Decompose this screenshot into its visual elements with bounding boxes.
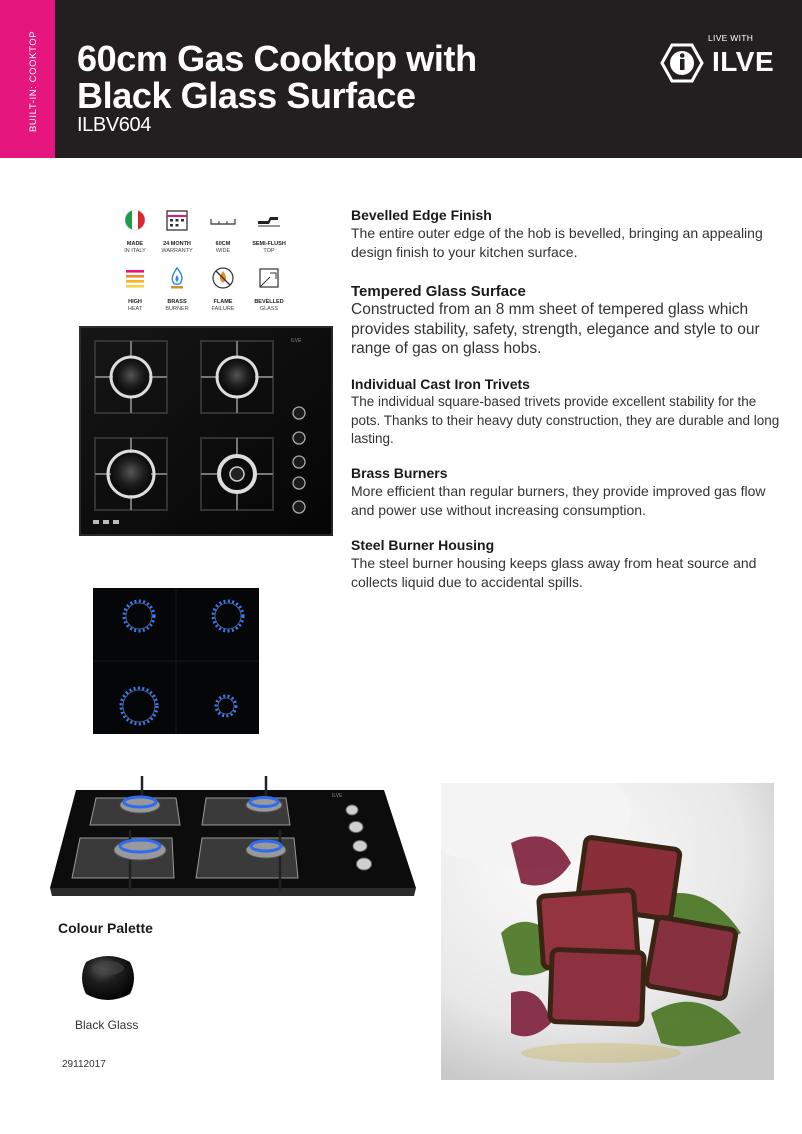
black-glass-swatch bbox=[80, 952, 136, 1004]
feature-body: The steel burner housing keeps glass away from heat source and collects liquid due to accidental spills. bbox=[351, 555, 757, 590]
title-line-1: 60cm Gas Cooktop with bbox=[77, 38, 477, 79]
feature-title: Tempered Glass Surface bbox=[351, 283, 526, 300]
feature-steel-housing bbox=[351, 537, 781, 592]
logo-brand: ILVE bbox=[712, 46, 775, 77]
cooktop-top-view-image bbox=[79, 326, 333, 536]
icon-brass-burner: BRASS BURNER bbox=[154, 265, 200, 312]
feature-body: The individual square-based trivets provide excellent stability for the pots. Thanks to their heavy duty construction, they are durable and long lasting. bbox=[351, 394, 780, 446]
ilve-logo bbox=[660, 33, 780, 85]
feature-brass-burners bbox=[351, 465, 781, 520]
ilve-logo-icon bbox=[660, 41, 704, 85]
icon-flame-failure: FLAME FAILURE bbox=[200, 265, 246, 312]
bevelled-glass-icon bbox=[256, 265, 282, 291]
document-code: 29112017 bbox=[62, 1059, 106, 1070]
feature-bevelled-edge bbox=[351, 207, 781, 262]
icon-high-heat: HIGH HEAT bbox=[112, 265, 158, 312]
feature-body: The entire outer edge of the hob is bevelled, bringing an appealing design finish to your kitchen surface. bbox=[351, 225, 763, 260]
title-line-2: Black Glass Surface bbox=[77, 75, 416, 116]
italy-flag-icon bbox=[122, 207, 148, 233]
icon-bevelled-glass: BEVELLED GLASS bbox=[246, 265, 292, 312]
feature-title: Bevelled Edge Finish bbox=[351, 207, 492, 223]
seared-tuna-photo bbox=[441, 783, 774, 1080]
flame-failure-icon bbox=[210, 265, 236, 291]
calendar-icon bbox=[164, 207, 190, 233]
category-label: BUILT-IN: COOKTOP bbox=[28, 30, 39, 132]
svg-text:ILVE: ILVE bbox=[332, 793, 343, 799]
feature-body: More efficient than regular burners, they provide improved gas flow and power use without increasing consumption. bbox=[351, 483, 766, 518]
feature-title: Individual Cast Iron Trivets bbox=[351, 376, 530, 392]
feature-tempered-glass bbox=[351, 283, 781, 359]
feature-title: Steel Burner Housing bbox=[351, 537, 495, 553]
brass-burner-icon bbox=[164, 265, 190, 291]
icon-60cm-wide: 60CM WIDE bbox=[200, 207, 246, 254]
svg-text:ILVE: ILVE bbox=[291, 338, 302, 344]
logo-tagline: LIVE WITH bbox=[708, 33, 754, 43]
feature-title: Brass Burners bbox=[351, 465, 448, 481]
width-ruler-icon bbox=[210, 207, 236, 233]
cooktop-flames-image bbox=[93, 588, 259, 734]
cooktop-perspective-image bbox=[50, 770, 416, 900]
feature-cast-iron-trivets bbox=[351, 376, 781, 449]
high-heat-icon bbox=[122, 265, 148, 291]
semi-flush-icon bbox=[256, 207, 282, 233]
model-number: ILBV604 bbox=[77, 114, 151, 136]
icon-warranty: 24 MONTH WARRANTY bbox=[154, 207, 200, 254]
swatch-label: Black Glass bbox=[75, 1018, 139, 1032]
icon-semi-flush: SEMI-FLUSH TOP bbox=[246, 207, 292, 254]
icon-made-in-italy: MADE IN ITALY bbox=[112, 207, 158, 254]
feature-body: Constructed from an 8 mm sheet of tempered glass which provides stability, safety, strength, elegance and style to our range of gas on glass hobs. bbox=[351, 301, 760, 357]
colour-palette-title: Colour Palette bbox=[58, 920, 153, 936]
page-header bbox=[0, 0, 802, 158]
page-title bbox=[77, 40, 477, 114]
category-strip bbox=[0, 0, 55, 158]
